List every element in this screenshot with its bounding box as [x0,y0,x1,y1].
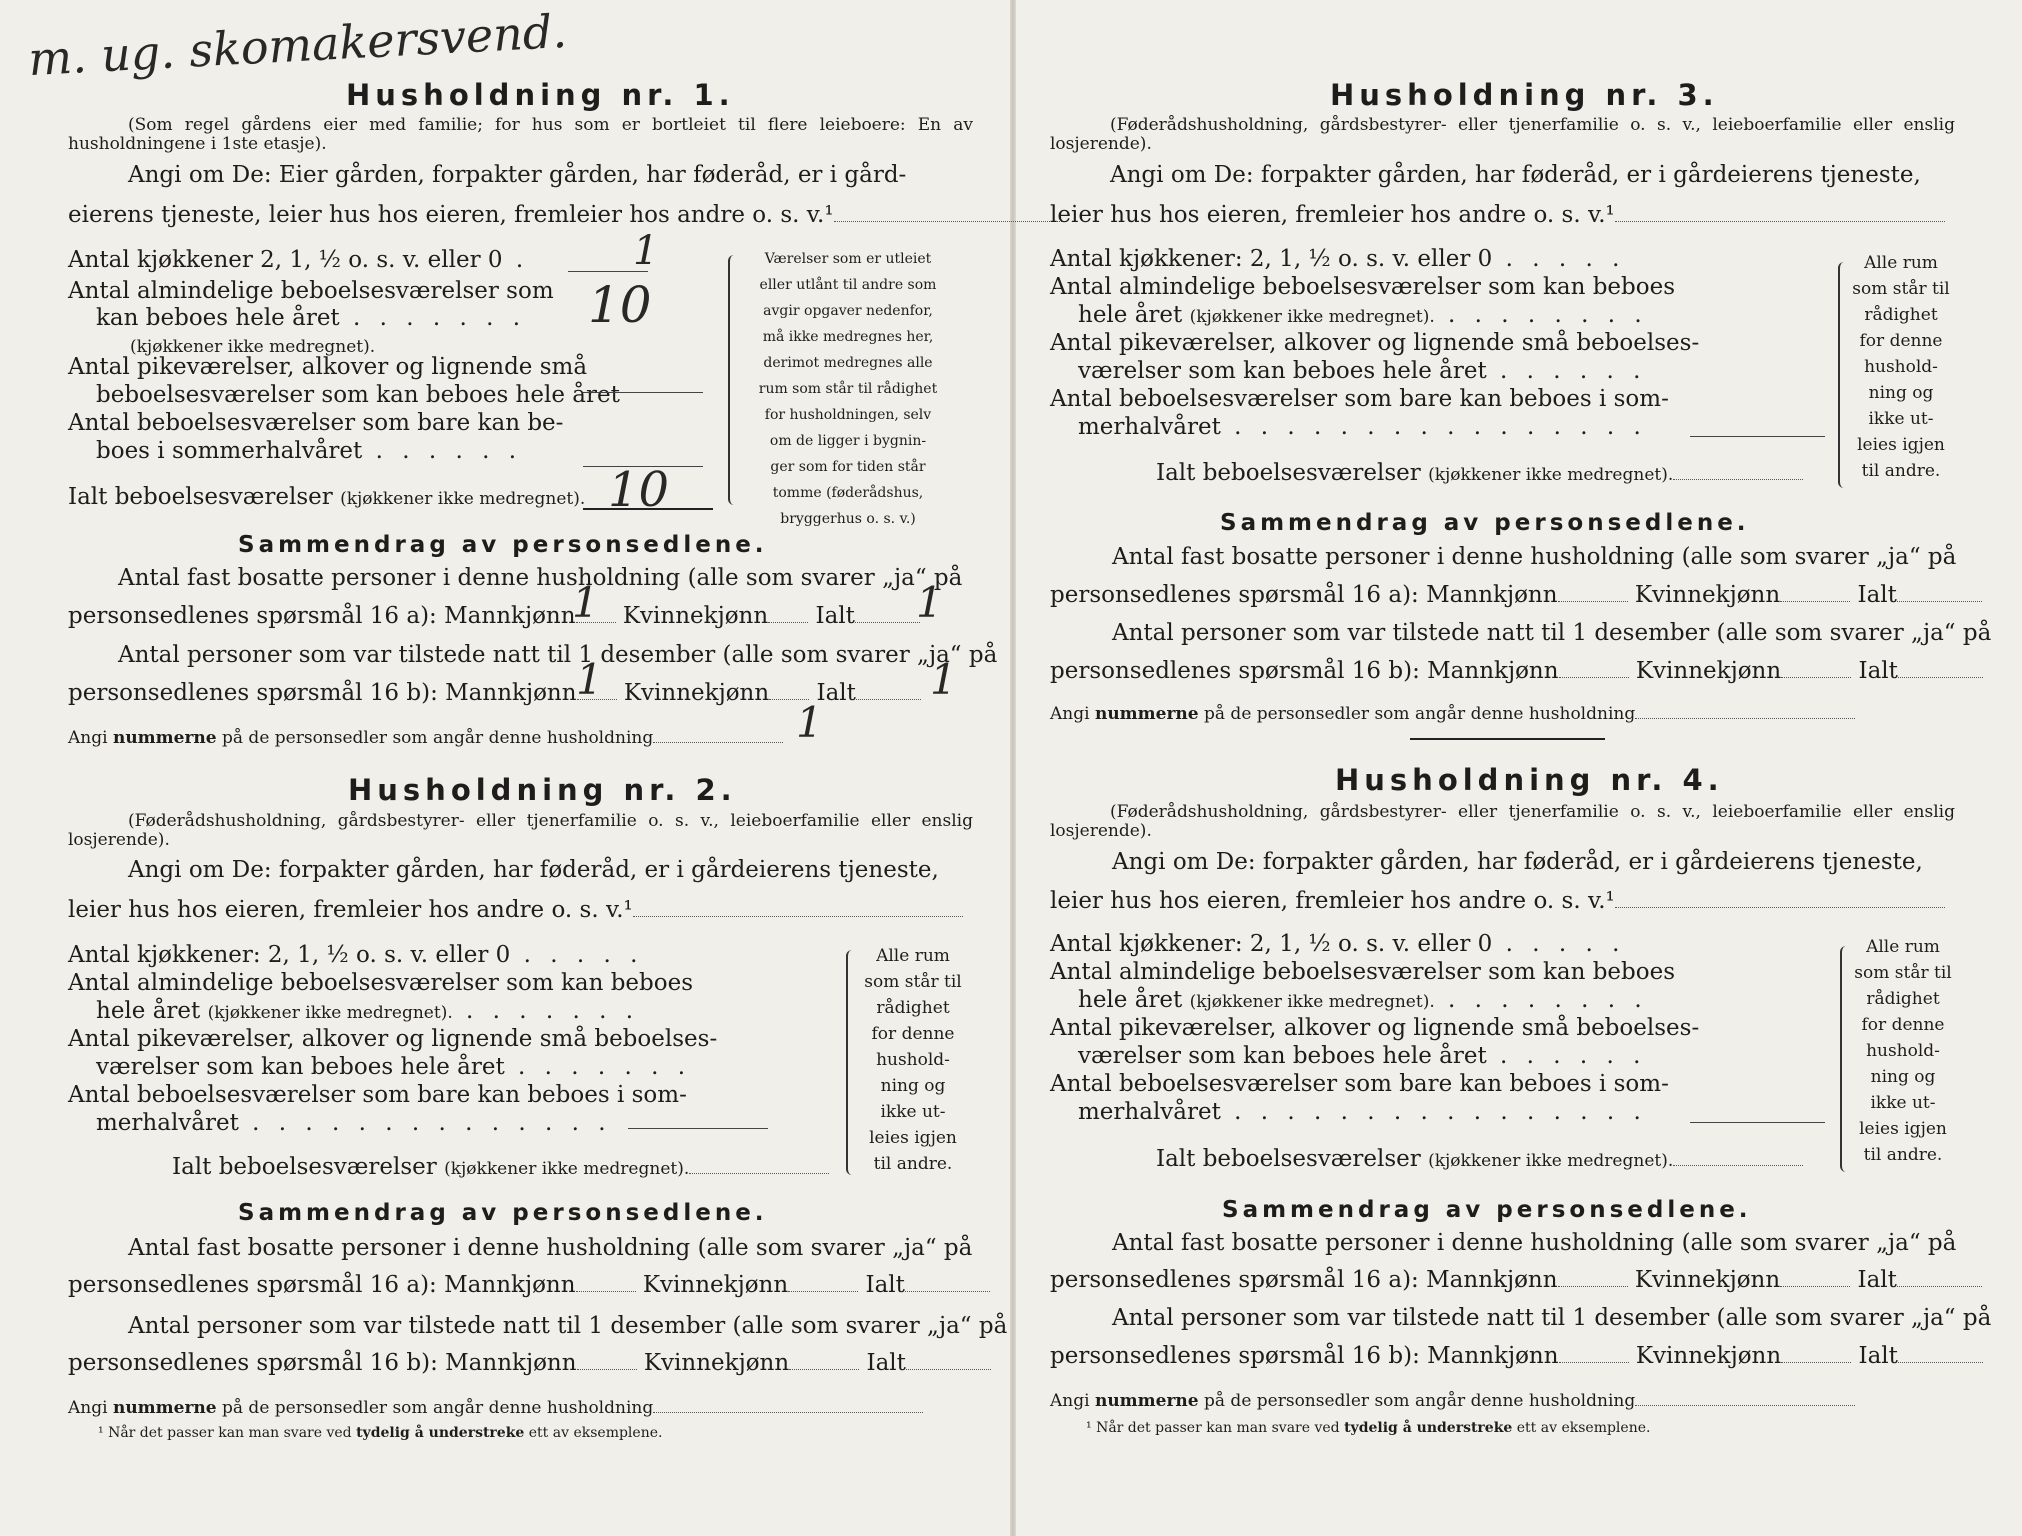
h3-angi-line-1: Angi om De: forpakter gården, har føderåd, er i gårdeierens tjeneste, [1110,162,1921,188]
h1-rooms-c: (kjøkkener ikke medregnet). [130,337,376,357]
household-2-note: (Føderådshusholdning, gårdsbestyrer- eller tjenerfamilie o. s. v., leieboerfamilie eller enslig losjerende). [68,811,973,850]
h2-summary-1b: personsedlenes spørsmål 16 a): Mannkjønn Kvinnekjønn Ialt [68,1270,990,1300]
h3-maid-rooms-a: Antal pikeværelser, alkover og lignende små beboelses- [1050,330,1700,356]
h3-summer-rooms-b: merhalvåret . . . . . . . . . . . . . . . . [1078,414,1647,440]
h2-maid-rooms-a: Antal pikeværelser, alkover og lignende små beboelses- [68,1026,718,1052]
h1-maid-answer-line [583,392,703,393]
right-footnote: ¹ Når det passer kan man svare ved tydelig å understreke ett av eksemplene. [1086,1420,1651,1436]
h1-male-1: 1 [572,578,599,627]
h3-summer-answer-line [1690,436,1825,437]
h1-total-answer: 10 [608,462,670,518]
h3-summary-1a: Antal fast bosatte personer i denne husholdning (alle som svarer „ja“ på [1112,544,1957,570]
h4-kitchens: Antal kjøkkener: 2, 1, ½ o. s. v. eller 0 . . . . . [1050,931,1626,957]
h2-summer-rooms-a: Antal beboelsesværelser som bare kan beboes i som- [68,1082,687,1108]
h1-summary-2b: personsedlenes spørsmål 16 b): Mannkjønn Kvinnekjønn Ialt [68,678,921,708]
left-footnote: ¹ Når det passer kan man svare ved tydelig å understreke ett av eksemplene. [98,1425,663,1441]
h2-numbers: Angi nummerne på de personsedler som angår denne husholdning [68,1392,923,1423]
h4-summer-rooms-b: merhalvåret . . . . . . . . . . . . . . . . [1078,1099,1647,1125]
h4-angi-line-2: leier hus hos eieren, fremleier hos andre o. s. v.¹ [1050,886,1945,916]
h2-summary-1a: Antal fast bosatte personer i denne husholdning (alle som svarer „ja“ på [128,1235,973,1261]
h1-numbers: Angi nummerne på de personsedler som angår denne husholdning [68,722,783,753]
h1-kitchens-answer: 1 [633,228,659,274]
household-3-note: (Føderådshusholdning, gårdsbestyrer- eller tjenerfamilie o. s. v., leieboerfamilie eller enslig losjerende). [1050,115,1955,154]
h4-summary-2a: Antal personer som var tilstede natt til 1 desember (alle som svarer „ja“ på [1112,1305,1992,1331]
h3-summary-2a: Antal personer som var tilstede natt til 1 desember (alle som svarer „ja“ på [1112,620,1992,646]
h1-rooms-answer: 10 [588,276,652,334]
h2-maid-rooms-b: værelser som kan beboes hele året . . . . . . . [96,1054,692,1080]
h3-numbers: Angi nummerne på de personsedler som angår denne husholdning [1050,698,1855,729]
household-4-note: (Føderådshusholdning, gårdsbestyrer- eller tjenerfamilie o. s. v., leieboerfamilie eller enslig losjerende). [1050,802,1955,841]
h1-angi-line-2: eierens tjeneste, leier hus hos eieren, fremleier hos andre o. s. v.¹ [68,200,1064,230]
h3-summary-1b: personsedlenes spørsmål 16 a): Mannkjønn Kvinnekjønn Ialt [1050,580,1982,610]
right-column [1050,0,1992,1536]
h1-summary-2a: Antal personer som var tilstede natt til 1 desember (alle som svarer „ja“ på [118,642,998,668]
household-3-title: Husholdning nr. 3. [1330,78,1719,112]
h1-summary-title: Sammendrag av personsedlene. [238,532,768,558]
h4-brace-text: Alle rum som står til rådighet for denne hushold- ning og ikke ut- leies igjen til andre. [1854,937,1952,1165]
h1-total-rooms: Ialt beboelsesværelser (kjøkkener ikke medregnet). [68,484,586,510]
h2-total-rooms: Ialt beboelsesværelser (kjøkkener ikke medregnet). [172,1152,829,1184]
h4-summer-answer-line [1690,1122,1825,1123]
h1-summary-1b: personsedlenes spørsmål 16 a): Mannkjønn Kvinnekjønn Ialt [68,601,920,631]
handwritten-header: m. ug. skomakersvend. [26,3,569,87]
h1-summary-1a: Antal fast bosatte personer i denne husholdning (alle som svarer „ja“ på [118,565,963,591]
household-2-title: Husholdning nr. 2. [348,773,737,807]
household-4-title: Husholdning nr. 4. [1335,763,1724,797]
h2-kitchens: Antal kjøkkener: 2, 1, ½ o. s. v. eller 0 . . . . . [68,942,644,968]
h2-summer-rooms-b: merhalvåret . . . . . . . . . . . . . . [96,1110,612,1136]
h2-summary-title: Sammendrag av personsedlene. [238,1200,768,1226]
h1-rooms-a: Antal almindelige beboelsesværelser som [68,278,554,304]
h4-rooms-a: Antal almindelige beboelsesværelser som kan beboes [1050,959,1676,985]
h3-brace-text: Alle rum som står til rådighet for denne hushold- ning og ikke ut- leies igjen til andre. [1852,253,1950,481]
h2-summary-2a: Antal personer som var tilstede natt til 1 desember (alle som svarer „ja“ på [128,1313,1008,1339]
h1-male-2: 1 [576,655,603,704]
h2-summer-answer-line [628,1128,768,1129]
h1-numbers-answer: 1 [796,698,823,747]
h3-total-rooms: Ialt beboelsesværelser (kjøkkener ikke medregnet). [1156,458,1803,490]
h4-maid-rooms-a: Antal pikeværelser, alkover og lignende små beboelses- [1050,1015,1700,1041]
h1-total-1: 1 [916,578,943,627]
h4-summary-1a: Antal fast bosatte personer i denne husholdning (alle som svarer „ja“ på [1112,1230,1957,1256]
h1-kitchens: Antal kjøkkener 2, 1, ½ o. s. v. eller 0 . [68,247,530,273]
h3-summary-title: Sammendrag av personsedlene. [1220,510,1750,536]
h1-rooms-b: kan beboes hele året . . . . . . . [96,305,527,331]
h1-summer-rooms-b: boes i sommerhalvåret . . . . . . [96,438,523,464]
h3-rooms-a: Antal almindelige beboelsesværelser som kan beboes [1050,274,1676,300]
h2-summary-2b: personsedlenes spørsmål 16 b): Mannkjønn Kvinnekjønn Ialt [68,1348,991,1378]
h2-angi-line-2: leier hus hos eieren, fremleier hos andre o. s. v.¹ [68,895,963,925]
h4-total-rooms: Ialt beboelsesværelser (kjøkkener ikke medregnet). [1156,1144,1803,1176]
household-1-title: Husholdning nr. 1. [346,78,735,112]
h1-maid-rooms-a: Antal pikeværelser, alkover og lignende små [68,354,588,380]
h1-summer-rooms-a: Antal beboelsesværelser som bare kan be- [68,410,564,436]
h2-brace-text: Alle rum som står til rådighet for denne hushold- ning og ikke ut- leies igjen til andre. [864,946,962,1174]
h3-angi-line-2: leier hus hos eieren, fremleier hos andre o. s. v.¹ [1050,200,1945,230]
h3-rooms-b: hele året (kjøkkener ikke medregnet). . . . . . . . . [1078,302,1648,328]
h2-rooms-b: hele året (kjøkkener ikke medregnet). . . . . . . . [96,998,640,1024]
h1-maid-rooms-b: beboelsesværelser som kan beboes hele året [96,382,620,408]
h3-kitchens: Antal kjøkkener: 2, 1, ½ o. s. v. eller 0 . . . . . [1050,246,1626,272]
h1-total-2: 1 [930,655,957,704]
h4-maid-rooms-b: værelser som kan beboes hele året . . . . . . [1078,1043,1647,1069]
household-1-note: (Som regel gårdens eier med familie; for hus som er bortleiet til flere leieboere: En av husholdningene i 1ste etasje). [68,115,973,154]
page-fold [1010,0,1016,1536]
h3-h4-divider [1410,738,1605,740]
h4-angi-line-1: Angi om De: forpakter gården, har føderåd, er i gårdeierens tjeneste, [1112,849,1923,875]
h2-angi-line-1: Angi om De: forpakter gården, har føderåd, er i gårdeierens tjeneste, [128,857,939,883]
h2-brace [846,950,856,1175]
h3-summary-2b: personsedlenes spørsmål 16 b): Mannkjønn Kvinnekjønn Ialt [1050,656,1983,686]
h1-brace-text: Værelser som er utleiet eller utlånt til andre som avgir opgaver nedenfor, må ikke medregnes her, derimot medregnes alle rum som står til rådighet for husholdningen, selv om de ligger i bygnin- ger som for tiden står tomme (føderådshus, bryggerhus o. s. v.) [758,251,938,527]
h3-maid-rooms-b: værelser som kan beboes hele året . . . . . . [1078,358,1647,384]
h3-summer-rooms-a: Antal beboelsesværelser som bare kan beboes i som- [1050,386,1669,412]
h4-numbers: Angi nummerne på de personsedler som angår denne husholdning [1050,1385,1855,1416]
h2-rooms-a: Antal almindelige beboelsesværelser som kan beboes [68,970,694,996]
left-column [26,0,1008,1536]
h1-total-answer-line [583,508,713,510]
h4-rooms-b: hele året (kjøkkener ikke medregnet). . . . . . . . . [1078,987,1648,1013]
h1-angi-line-1: Angi om De: Eier gården, forpakter gården, har føderåd, er i gård- [128,162,907,188]
h4-summary-title: Sammendrag av personsedlene. [1222,1197,1752,1223]
h4-summary-1b: personsedlenes spørsmål 16 a): Mannkjønn Kvinnekjønn Ialt [1050,1265,1982,1295]
h4-summer-rooms-a: Antal beboelsesværelser som bare kan beboes i som- [1050,1071,1669,1097]
h4-summary-2b: personsedlenes spørsmål 16 b): Mannkjønn Kvinnekjønn Ialt [1050,1341,1983,1371]
